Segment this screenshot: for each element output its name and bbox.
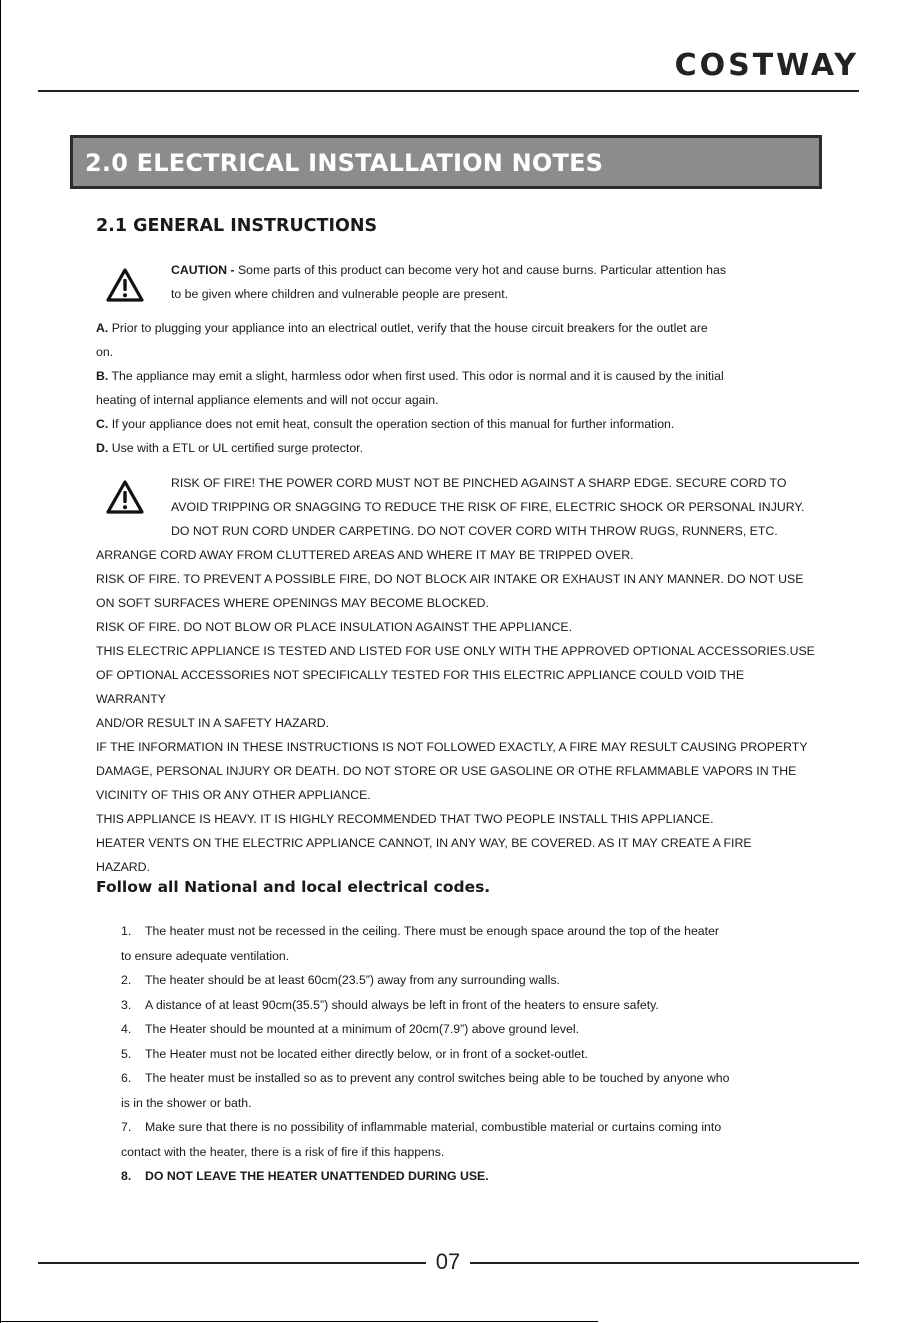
list-item-cont: is in the shower or bath.	[121, 1095, 252, 1110]
codes-heading: Follow all National and local electrical codes.	[96, 878, 491, 896]
list-item: 2. The heater should be at least 60cm(23.5”) away from any surrounding walls.	[121, 973, 560, 987]
warning-triangle-icon	[105, 267, 145, 303]
warning-line: THIS APPLIANCE IS HEAVY. IT IS HIGHLY RECOMMENDED THAT TWO PEOPLE INSTALL THIS APPLIANCE.	[96, 812, 714, 826]
warning-line: RISK OF FIRE. DO NOT BLOW OR PLACE INSULATION AGAINST THE APPLIANCE.	[96, 620, 573, 634]
list-item: 1. The heater must not be recessed in the ceiling. There must be enough space around the top of the heater	[121, 924, 719, 938]
risk-line: RISK OF FIRE! THE POWER CORD MUST NOT BE PINCHED AGAINST A SHARP EDGE. SECURE CORD TO	[171, 476, 787, 490]
section-title: 2.1 GENERAL INSTRUCTIONS	[96, 216, 378, 236]
list-item: 4. The Heater should be mounted at a minimum of 20cm(7.9”) above ground level.	[121, 1022, 580, 1036]
list-item-cont: to ensure adequate ventilation.	[121, 948, 290, 963]
page-frame-bottom	[0, 1321, 598, 1322]
page-frame-left	[0, 0, 1, 1323]
header-rule	[38, 90, 859, 92]
list-item: 8. DO NOT LEAVE THE HEATER UNATTENDED DURING USE.	[121, 1169, 489, 1183]
risk-line: AVOID TRIPPING OR SNAGGING TO REDUCE THE RISK OF FIRE, ELECTRIC SHOCK OR PERSONAL INJURY.	[171, 500, 805, 514]
warning-line: THIS ELECTRIC APPLIANCE IS TESTED AND LISTED FOR USE ONLY WITH THE APPROVED OPTIONAL ACCESSORIES.USE	[96, 644, 815, 658]
page-number: 07	[435, 1249, 461, 1274]
footer-rule-left	[38, 1262, 426, 1264]
instruction-d: D. Use with a ETL or UL certified surge protector.	[96, 441, 364, 455]
section-banner	[70, 135, 822, 189]
warning-line: HAZARD.	[96, 860, 150, 874]
list-item: 3. A distance of at least 90cm(35.5”) should always be left in front of the heaters to ensure safety.	[121, 997, 659, 1012]
instruction-b: B. The appliance may emit a slight, harmless odor when first used. This odor is normal and it is caused by the initial	[96, 369, 724, 383]
warning-line: RISK OF FIRE. TO PREVENT A POSSIBLE FIRE, DO NOT BLOCK AIR INTAKE OR EXHAUST IN ANY MANNER. DO NOT USE	[96, 572, 804, 586]
risk-line: DO NOT RUN CORD UNDER CARPETING. DO NOT COVER CORD WITH THROW RUGS, RUNNERS, ETC.	[171, 524, 778, 538]
caution-line-1: CAUTION - Some parts of this product can become very hot and cause burns. Particular attention has	[171, 263, 726, 277]
instruction-c: C. If your appliance does not emit heat, consult the operation section of this manual for further information.	[96, 417, 675, 431]
warning-line: ON SOFT SURFACES WHERE OPENINGS MAY BECOME BLOCKED.	[96, 596, 489, 610]
general-instructions	[96, 316, 816, 460]
caution-line-2: to be given where children and vulnerable people are present.	[171, 287, 509, 301]
caution-note	[171, 258, 811, 306]
warning-triangle-icon	[105, 479, 145, 515]
installation-list	[121, 919, 797, 1189]
brand-logo: COSTWAY	[674, 48, 859, 83]
warning-line: AND/OR RESULT IN A SAFETY HAZARD.	[96, 716, 330, 730]
list-item: 6. The heater must be installed so as to prevent any control switches being able to be touched by anyone who	[121, 1071, 730, 1085]
instruction-b-cont: heating of internal appliance elements and will not occur again.	[96, 393, 439, 407]
warning-line: OF OPTIONAL ACCESSORIES NOT SPECIFICALLY TESTED FOR THIS ELECTRIC APPLIANCE COULD VOID THE WARRANTY	[96, 668, 745, 706]
banner-title: 2.0 ELECTRICAL INSTALLATION NOTES	[85, 149, 604, 177]
safety-warnings	[96, 543, 816, 879]
list-item-cont: contact with the heater, there is a risk of fire if this happens.	[121, 1144, 445, 1159]
list-item: 7. Make sure that there is no possibility of inflammable material, combustible material or curtains coming into	[121, 1120, 722, 1134]
caution-label: CAUTION -	[171, 263, 235, 277]
warning-line: HEATER VENTS ON THE ELECTRIC APPLIANCE CANNOT, IN ANY WAY, BE COVERED. AS IT MAY CREATE A FIRE	[96, 836, 752, 850]
instruction-a: A. Prior to plugging your appliance into an electrical outlet, verify that the house circuit breakers for the outlet are	[96, 321, 708, 335]
warning-line: IF THE INFORMATION IN THESE INSTRUCTIONS IS NOT FOLLOWED EXACTLY, A FIRE MAY RESULT CAUSING PROPERTY	[96, 740, 808, 754]
list-item: 5. The Heater must not be located either directly below, or in front of a socket-outlet.	[121, 1046, 588, 1061]
footer-rule-right	[470, 1262, 859, 1264]
warning-line: ARRANGE CORD AWAY FROM CLUTTERED AREAS AND WHERE IT MAY BE TRIPPED OVER.	[96, 548, 634, 562]
warning-line: VICINITY OF THIS OR ANY OTHER APPLIANCE.	[96, 788, 371, 802]
warning-line: DAMAGE, PERSONAL INJURY OR DEATH. DO NOT STORE OR USE GASOLINE OR OTHE RFLAMMABLE VAPORS IN THE	[96, 764, 797, 778]
instruction-a-cont: on.	[96, 345, 114, 359]
risk-warning	[171, 471, 811, 543]
